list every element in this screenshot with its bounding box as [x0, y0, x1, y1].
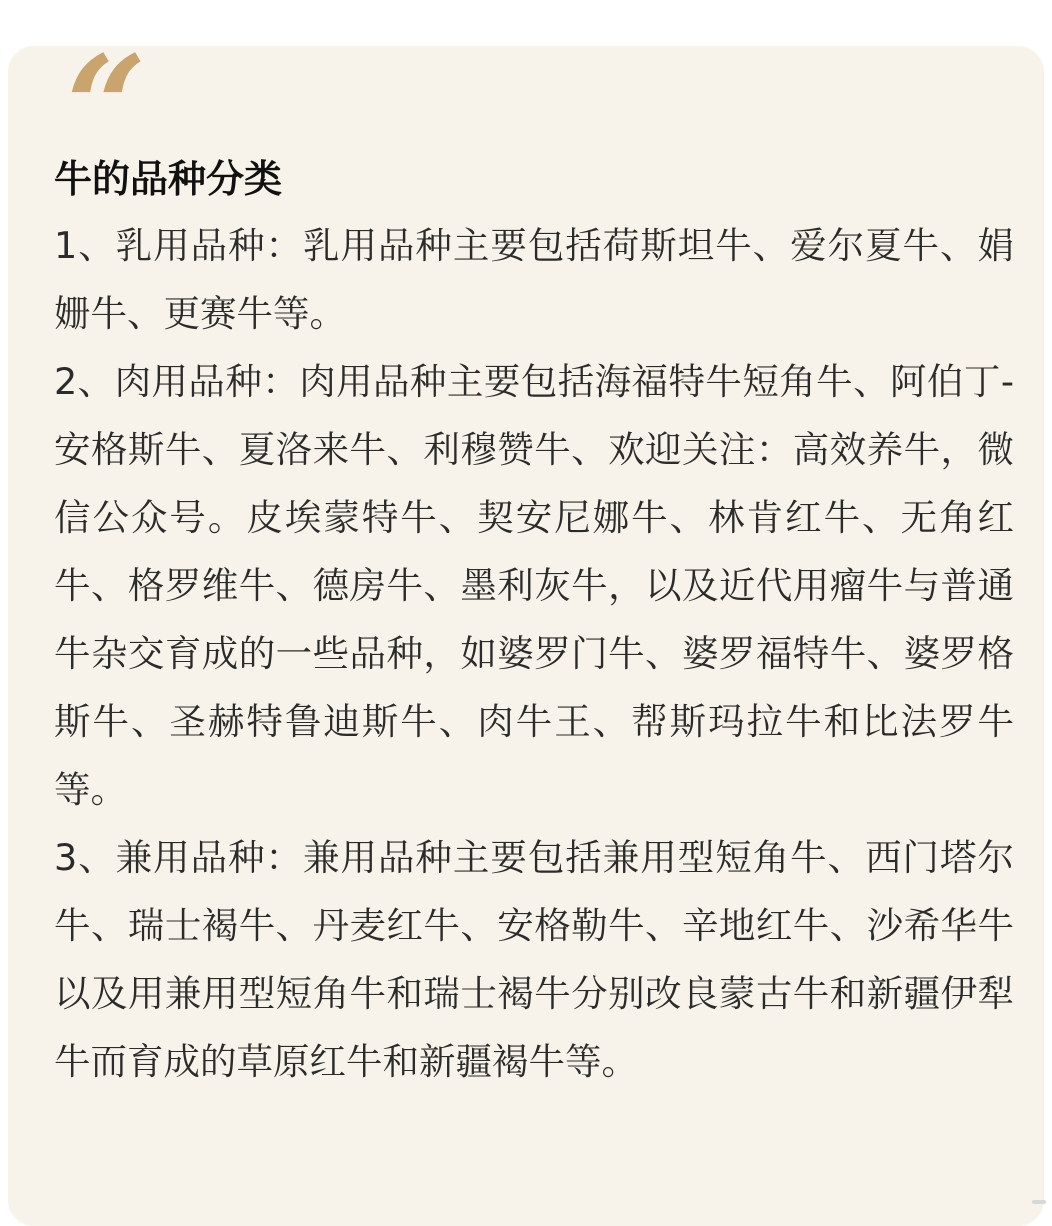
corner-mark: [1032, 1200, 1046, 1204]
paragraph-beef-breeds: 2、肉用品种：肉用品种主要包括海福特牛短角牛、阿伯丁-安格斯牛、夏洛来牛、利穆赞牛、欢迎关注：高效养牛，微信公众号。皮埃蒙特牛、契安尼娜牛、林肯红牛、无角红牛、格罗维牛、德房牛、墨利灰牛，以及近代用瘤牛与普通牛杂交育成的一些品种，如婆罗门牛、婆罗福特牛、婆罗格斯牛、圣赫特鲁迪斯牛、肉牛王、帮斯玛拉牛和比法罗牛等。: [54, 360, 1014, 811]
quote-mark-icon: “: [66, 26, 147, 190]
paragraph-dairy-breeds: 1、乳用品种：乳用品种主要包括荷斯坦牛、爱尔夏牛、娟姗牛、更赛牛等。: [54, 224, 1014, 335]
quote-card: [8, 26, 1044, 1226]
article-title: 牛的品种分类: [54, 157, 283, 201]
paragraph-dual-purpose-breeds: 3、兼用品种：兼用品种主要包括兼用型短角牛、西门塔尔牛、瑞士褐牛、丹麦红牛、安格勒牛、辛地红牛、沙希华牛以及用兼用型短角牛和瑞士褐牛分别改良蒙古牛和新疆伊犁牛而育成的草原红牛和新疆褐牛等。: [54, 836, 1014, 1083]
article-body: [54, 146, 1014, 1096]
